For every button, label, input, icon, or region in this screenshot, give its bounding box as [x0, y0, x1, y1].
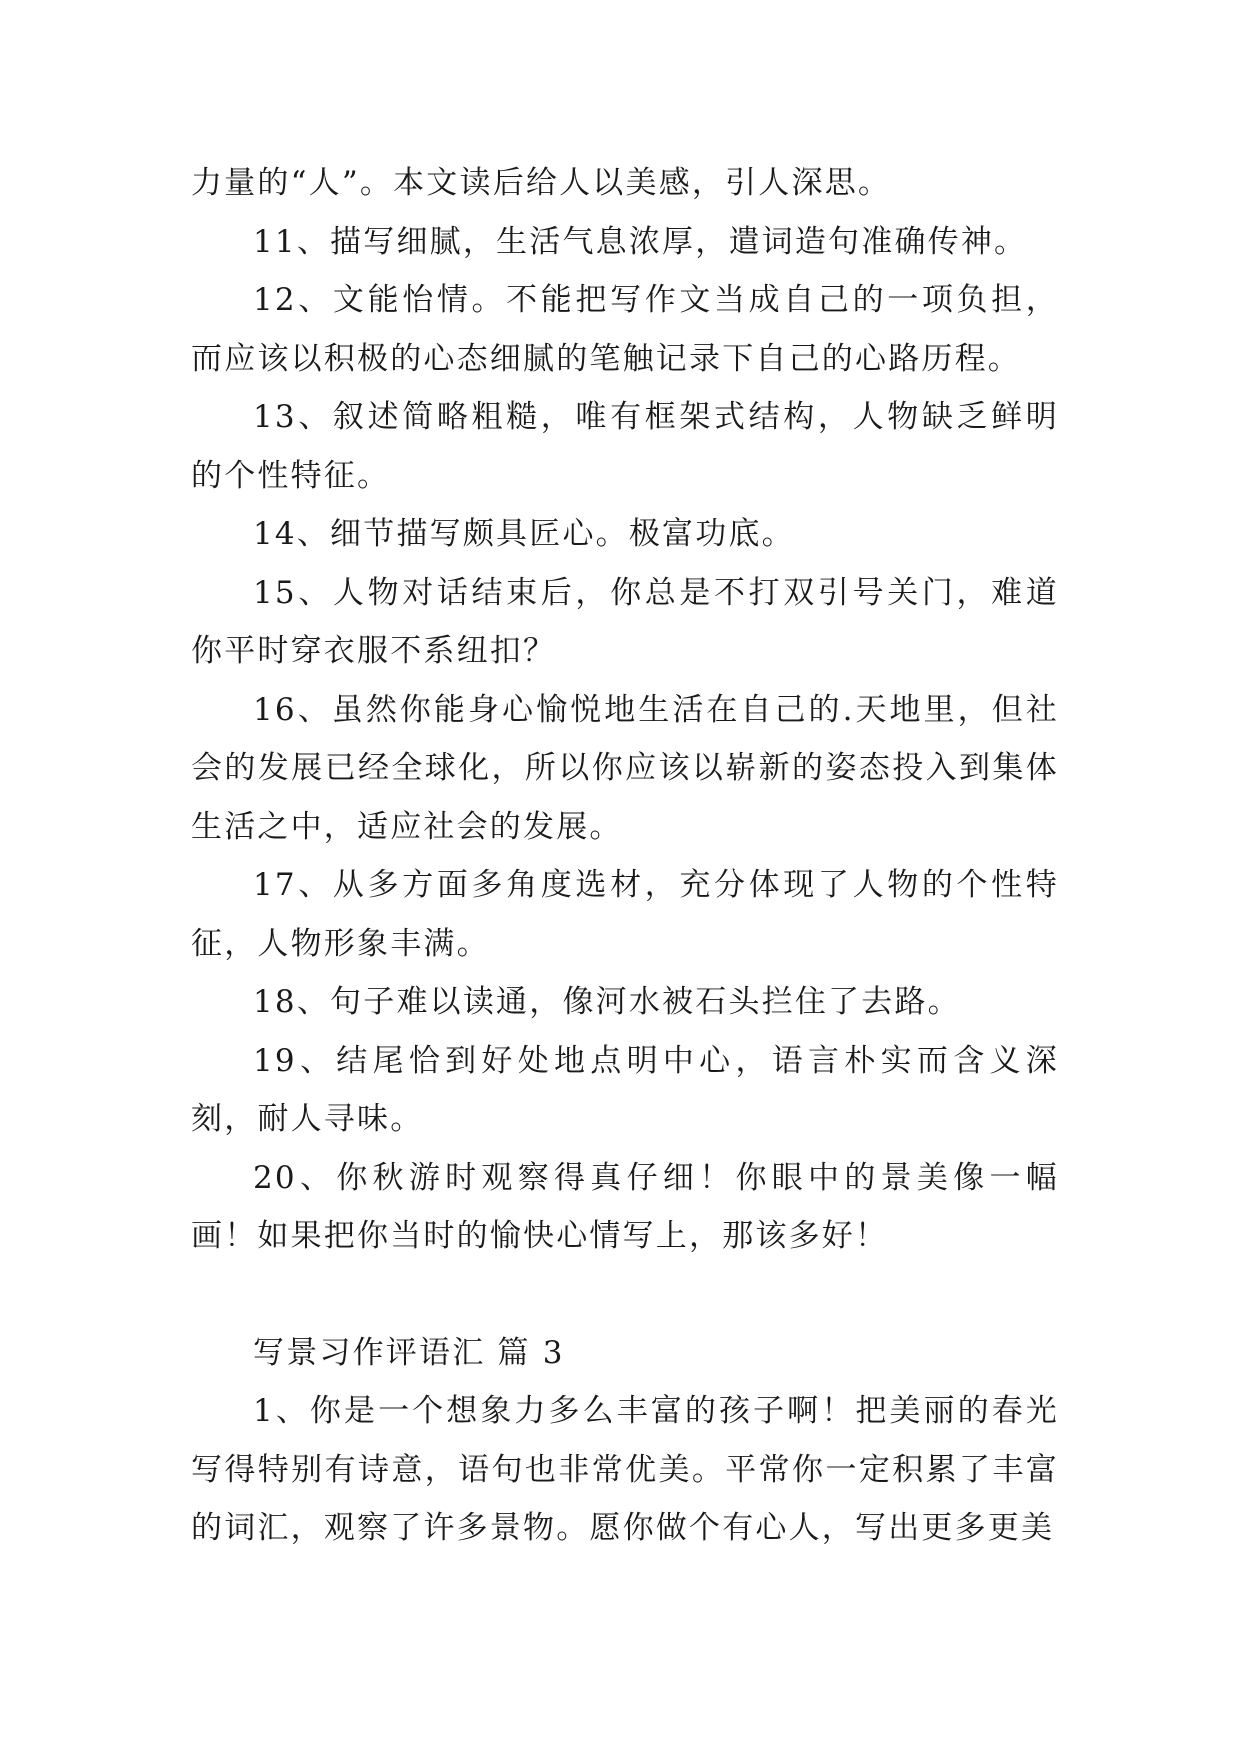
comment-item-13: 13、叙述简略粗糙，唯有框架式结构，人物缺乏鲜明的个性特征。: [191, 399, 1059, 494]
comment-item-14: 14、细节描写颇具匠心。极富功底。: [253, 516, 795, 552]
comment-item-11: 11、描写细腻，生活气息浓厚，遣词造句准确传神。: [253, 223, 1028, 260]
comment-item-15: 15、人物对话结束后，你总是不打双引号关门，难道你平时穿衣服不系纽扣？: [191, 574, 1059, 669]
section-heading: 写景习作评语汇 篇 3: [253, 1334, 565, 1371]
comment-item-18: 18、句子难以读通，像河水被石头拦住了去路。: [253, 984, 961, 1020]
comment-item-12: 12、文能怡情。不能把写作文当成自己的一项负担，而应该以积极的心态细腻的笔触记录下自己的心路历程。: [191, 282, 1059, 377]
comment-item-20: 20、你秋游时观察得真仔细！你眼中的景美像一幅画！如果把你当时的愉快心情写上，那该多好！: [191, 1159, 1059, 1254]
comment-item-17: 17、从多方面多角度选材，充分体现了人物的个性特征，人物形象丰满。: [191, 867, 1059, 962]
section-spacer: [191, 1266, 1059, 1324]
paragraph-continuation: 力量的“人”。本文读后给人以美感，引人深思。: [191, 165, 892, 201]
comment-item-16: 16、虽然你能身心愉悦地生活在自己的.天地里，但社会的发展已经全球化，所以你应该以崭新的姿态投入到集体生活之中，适应社会的发展。: [191, 691, 1059, 845]
document-body: [191, 154, 1059, 1558]
comment-item-19: 19、结尾恰到好处地点明中心，语言朴实而含义深刻，耐人寻味。: [191, 1042, 1059, 1137]
section-comment-item-1: 1、你是一个想象力多么丰富的孩子啊！把美丽的春光写得特别有诗意，语句也非常优美。平常你一定积累了丰富的词汇，观察了许多景物。愿你做个有心人，写出更多更美: [191, 1393, 1059, 1546]
